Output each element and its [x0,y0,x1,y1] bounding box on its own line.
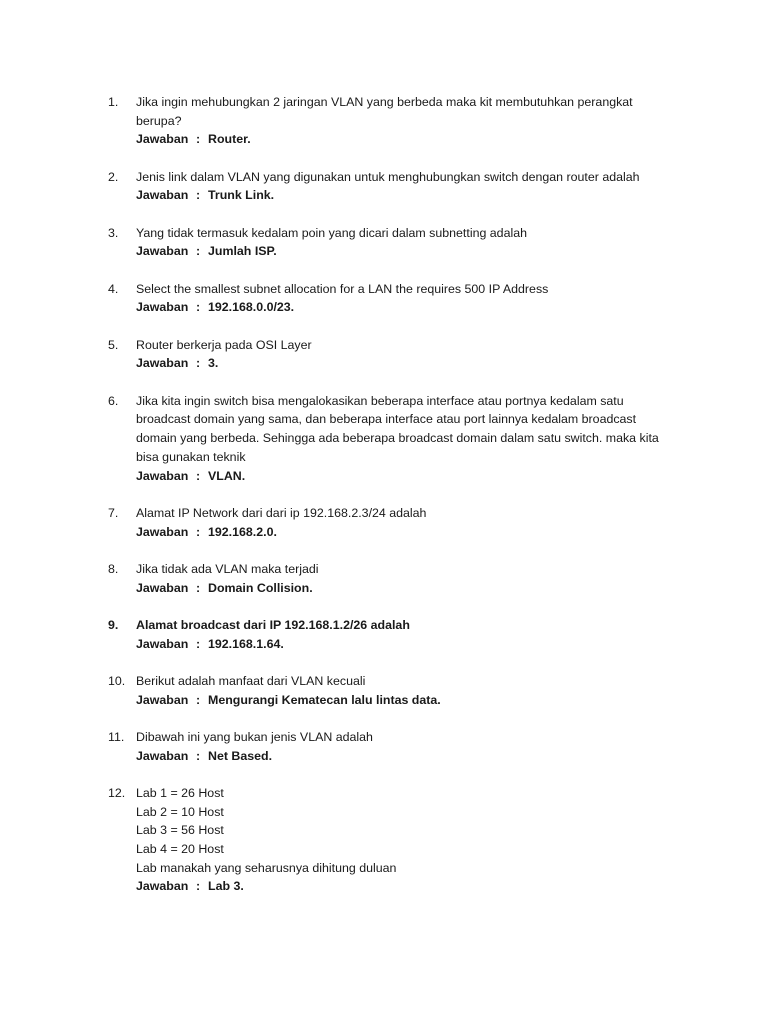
question-text-line: Lab 4 = 20 Host [136,841,224,856]
answer-separator: : [196,748,201,763]
question-text-line: berupa? [136,113,182,128]
question-text-line: Router berkerja pada OSI Layer [136,337,312,352]
answer-value: 192.168.2.0. [208,524,277,539]
answer-separator: : [196,692,201,707]
question-text-line: Lab manakah yang seharusnya dihitung duluan [136,860,397,875]
answer-value: VLAN. [208,468,246,483]
answer-value: Lab 3. [208,879,244,894]
question-text-line: Jenis link dalam VLAN yang digunakan untuk menghubungkan switch dengan router adalah [136,169,640,184]
answer-label: Jawaban [136,356,189,371]
answer-label: Jawaban [136,879,189,894]
answer-separator: : [196,244,201,259]
question-text-line: Berikut adalah manfaat dari VLAN kecuali [136,673,366,688]
question-item [108,504,668,541]
answer-line [136,747,668,766]
question-item [108,560,668,597]
question-item [108,224,668,261]
answer-line [136,186,668,205]
answer-label: Jawaban [136,132,189,147]
answer-value: Router. [208,132,251,147]
question-text-line: Jika ingin mehubungkan 2 jaringan VLAN yang berbeda maka kit membutuhkan perangkat [136,95,633,109]
question-text-line: Lab 2 = 10 Host [136,804,224,819]
question-number: 3. [108,225,119,240]
answer-line [136,467,668,486]
question-number: 10. [108,673,126,688]
question-number: 8. [108,561,119,576]
answer-value: 192.168.0.0/23. [208,300,295,315]
answer-separator: : [196,879,201,894]
answer-separator: : [196,636,201,651]
question-number: 11. [108,729,125,744]
answer-label: Jawaban [136,580,189,595]
question-number: 12. [108,785,126,800]
answer-label: Jawaban [136,300,189,315]
answer-value: Trunk Link. [208,188,275,203]
question-text-line: Dibawah ini yang bukan jenis VLAN adalah [136,729,373,744]
question-item [108,672,668,709]
answer-value: Mengurangi Kematecan lalu lintas data. [208,692,441,707]
question-text-line: Yang tidak termasuk kedalam poin yang dicari dalam subnetting adalah [136,225,528,240]
answer-separator: : [196,356,201,371]
answer-value: 3. [208,356,219,371]
answer-label: Jawaban [136,692,189,707]
answer-separator: : [196,300,201,315]
answer-line [136,242,668,261]
question-text-line: Jika kita ingin switch bisa mengalokasikan beberapa interface atau portnya kedalam satu [136,393,624,408]
answer-separator: : [196,132,201,147]
answer-value: Jumlah ISP. [208,244,277,259]
question-item [108,336,668,373]
answer-line [136,354,668,373]
answer-value: Domain Collision. [208,580,313,595]
question-item [108,168,668,205]
question-number: 2. [108,169,119,184]
answer-label: Jawaban [136,748,189,763]
answer-line [136,635,668,654]
answer-value: Net Based. [208,748,273,763]
answer-label: Jawaban [136,244,189,259]
answer-value: 192.168.1.64. [208,636,284,651]
question-number: 9. [108,617,119,632]
question-number: 6. [108,393,119,408]
answer-line [136,877,668,896]
question-item [108,280,668,317]
question-text-line: Alamat broadcast dari IP 192.168.1.2/26 adalah [136,617,410,632]
question-item [108,784,668,896]
answer-line [136,523,668,542]
question-number: 5. [108,337,119,352]
answer-line [136,130,668,149]
question-item [108,616,668,653]
question-text-line: Lab 3 = 56 Host [136,823,224,838]
answer-line [136,579,668,598]
question-text-line: Jika tidak ada VLAN maka terjadi [136,561,319,576]
question-number: 1. [108,95,119,109]
question-item [108,93,668,149]
answer-separator: : [196,524,201,539]
question-text-line: broadcast domain yang sama, dan beberapa interface atau port lainnya kedalam broadcast [136,412,637,427]
question-text-line: Select the smallest subnet allocation for a LAN the requires 500 IP Address [136,281,549,296]
answer-line [136,298,668,317]
question-number: 4. [108,281,119,296]
question-item [108,728,668,765]
answer-label: Jawaban [136,188,189,203]
answer-label: Jawaban [136,468,189,483]
question-text-line: Lab 1 = 26 Host [136,785,224,800]
answer-separator: : [196,468,201,483]
question-text-line: Alamat IP Network dari dari ip 192.168.2.3/24 adalah [136,505,427,520]
answer-separator: : [196,580,201,595]
answer-line [136,691,668,710]
question-number: 7. [108,505,119,520]
question-text-line: bisa gunakan teknik [136,449,246,464]
answer-label: Jawaban [136,636,189,651]
question-text-line: domain yang berbeda. Sehingga ada beberapa broadcast domain dalam satu switch. maka kita [136,431,659,446]
answer-label: Jawaban [136,524,189,539]
question-item [108,392,668,486]
question-list [108,93,668,896]
answer-separator: : [196,188,201,203]
